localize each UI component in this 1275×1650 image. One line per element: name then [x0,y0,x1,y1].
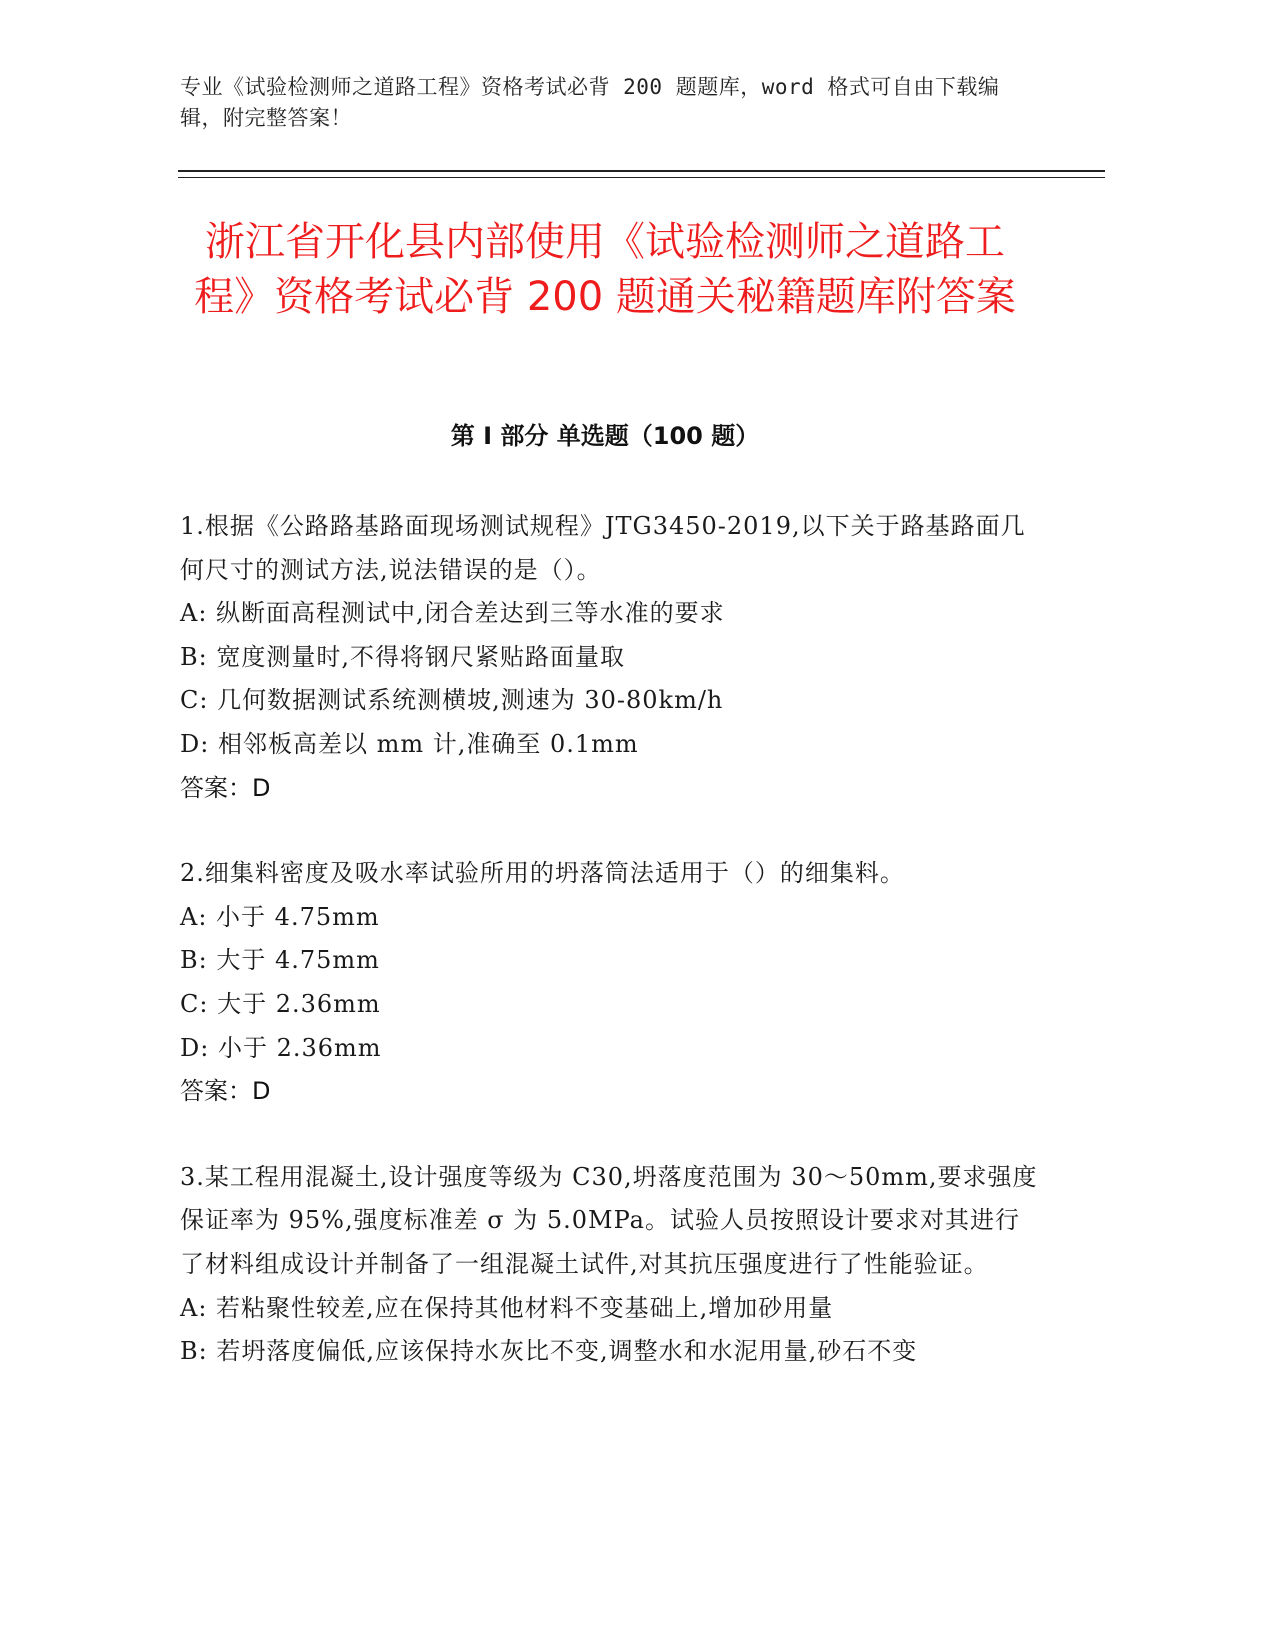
option-c: C: 大于 2.36mm [180,989,381,1018]
header-rule-thin [178,177,1105,178]
question-item [180,1156,1040,1374]
question-list [180,505,1040,1374]
section-heading: 第 I 部分 单选题（100 题） [450,422,760,450]
document-title: 浙江省开化县内部使用《试验检测师之道路工程》资格考试必背 200 题通关秘籍题库附答案 [194,219,1016,320]
option-a: A: 若粘聚性较差,应在保持其他材料不变基础上,增加砂用量 [180,1293,834,1322]
option-b: B: 若坍落度偏低,应该保持水灰比不变,调整水和水泥用量,砂石不变 [180,1337,918,1366]
option-b: B: 宽度测量时,不得将钢尺紧贴路面量取 [180,642,625,671]
option-c: C: 几何数据测试系统测横坡,测速为 30-80km/h [180,686,724,715]
header-rule [178,170,1105,172]
option-a: A: 小于 4.75mm [180,902,380,931]
question-item [180,852,1040,1114]
option-a: A: 纵断面高程测试中,闭合差达到三等水准的要求 [180,599,725,628]
answer-line: 答案：D [180,1077,271,1106]
question-item [180,505,1040,810]
question-stem: 1.根据《公路路基路面现场测试规程》JTG3450-2019,以下关于路基路面几何尺寸的测试方法,说法错误的是（）。 [180,512,1026,584]
answer-line: 答案：D [180,773,271,802]
question-stem: 3.某工程用混凝土,设计强度等级为 C30,坍落度范围为 30～50mm,要求强度保证率为 95%,强度标准差 σ 为 5.0MPa。试验人员按照设计要求对其进行了材料组成设计并制备了一组混凝土试件,对其抗压强度进行了性能验证。 [180,1162,1038,1278]
option-b: B: 大于 4.75mm [180,946,380,975]
question-stem: 2.细集料密度及吸水率试验所用的坍落筒法适用于（）的细集料。 [180,859,905,888]
option-d: D: 相邻板高差以 mm 计,准确至 0.1mm [180,729,639,758]
header-note: 专业《试验检测师之道路工程》资格考试必背 200 题题库，word 格式可自由下载编辑，附完整答案！ [180,75,1000,130]
option-d: D: 小于 2.36mm [180,1033,382,1062]
